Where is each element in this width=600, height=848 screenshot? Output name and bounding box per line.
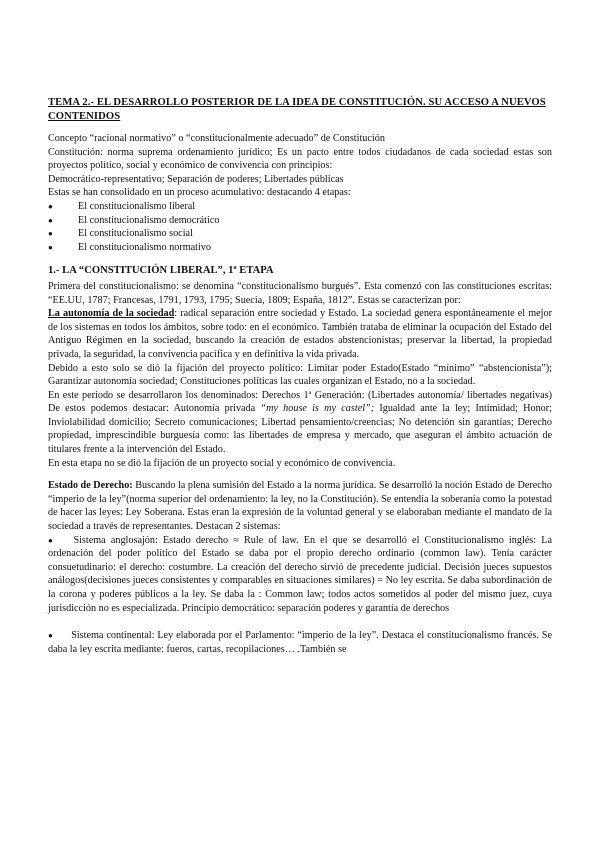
- stages-list: [48, 200, 552, 254]
- document-page: [48, 96, 552, 656]
- paragraph: Primera del constitucionalismo: se denomina “constitucionalismo burgués”. Esta comenzó con las constituciones escritas: “EE.UU, 1787; Francesas, 1791, 1793, 1795; Suecia, 1809; España, 1812”. Estas se caracterizan por:: [48, 280, 552, 306]
- intro-line-1: Concepto “racional normativo” o “constitucionalmente adecuado” de Constitución: [48, 133, 385, 144]
- paragraph-text: Buscando la plena sumisión del Estado a la norma jurídica. Se desarrolló la noción Estado de Derecho “imperio de la ley”(norma superior del ordenamiento: la ley, no la Constitución). Se entendía la soberanía como la potestad de hacer las leyes: Ley Soberana. Estas eran la expresión de la voluntad general y se elaboraban mediante el mandato de la sociedad a través de representantes. Destacan 2 sistemas:: [48, 480, 552, 533]
- term-label: Estado de Derecho:: [48, 480, 133, 492]
- paragraph: [48, 307, 552, 361]
- paragraph-text: Sistema continental: Ley elaborada por el Parlamento: “imperio de la ley”. Destaca el constitucionalismo francés. Se daba la ley escrita mediante: fueros, cartas, recopilaciones… .También se: [48, 630, 552, 655]
- section-heading: 1.- LA “CONSTITUCIÓN LIBERAL”, 1ª ETAPA: [48, 265, 274, 277]
- paragraph: Debido a esto solo se dió la fijación del proyecto político: Limitar poder Estado(Estado “mínimo” “abstencionista”); Garantizar autonomía sociedad; Constituciones políticas las cuales organizan el Estado, no a la sociedad.: [48, 362, 552, 388]
- paragraph: En esta etapa no se dió la fijación de un proyecto social y económico de convivencia.: [48, 457, 396, 469]
- paragraph-text: : radical separación entre sociedad y Estado. La sociedad genera espontáneamente el mejor de los sistemas en todos los ámbitos, sobre todo: en el económico. También trataba de eliminar la ocupación del Estado del Antiguo Régimen en la sociedad, buscando la creación de estados abstencionistas; preservar la libertad, la propiedad privada, la seguridad, la convivencia pacífica y en definitiva la vida privada.: [48, 308, 552, 360]
- paragraph: [48, 389, 552, 457]
- paragraph: [48, 534, 552, 616]
- quote-text: “my house is my castel”;: [260, 403, 375, 415]
- term-label: La autonomía de la sociedad: [48, 308, 175, 320]
- bullet-icon: ●: [48, 631, 54, 641]
- paragraph-text: Igualdad ante la ley; Intimidad; Honor; Inviolabilidad domicilio; Secreto comunicaciones; Libertad pensamiento/creencias; No detención sin garantías; Derecho propiedad, imprescindible burguesía como: las libertades de empresa y mercado, que aseguran el ámbito actuación de titulares frente a la intervención del Estado.: [48, 403, 552, 456]
- intro-line-4: Estas se han consolidado en un proceso acumulativo: destacando 4 etapas:: [48, 187, 351, 199]
- list-item: ● El constitucionalismo normativo: [48, 241, 552, 255]
- bullet-icon: ●: [48, 535, 56, 545]
- intro-line-2: Constitución: norma suprema ordenamiento jurídico; Es un pacto entre todos ciudadanos de cada sociedad estas son proyectos político, social y económico de convivencia con principios:: [48, 146, 552, 172]
- list-item: ● El constitucionalismo liberal: [48, 200, 552, 214]
- document-title: TEMA 2.- EL DESARROLLO POSTERIOR DE LA IDEA DE CONSTITUCIÓN. SU ACCESO A NUEVOS CONTENIDOS: [48, 97, 546, 122]
- intro-line-3: Democrático-representativo; Separación de poderes; Libertades públicas: [48, 173, 344, 185]
- paragraph-text: En este periodo se desarrollaron los denominados: Derechos 1ª Generación: (Libertades autonomía/ libertades negativas) De estos podemos destacar: Autonomía privada: [48, 389, 552, 415]
- list-item: ● El constitucionalismo democrático: [48, 214, 552, 228]
- paragraph: [48, 629, 552, 656]
- list-item: ● El constitucionalismo social: [48, 227, 552, 241]
- paragraph-text: Sistema anglosajón: Estado derecho ≈ Rule of law. En el que se desarrolló el Constitucionalismo inglés: La ordenación del poder político del Estado se daba por el propio derecho ordinario (common law). Tenía carácter consuetudinario: el derecho: costumbre. La creación del derecho sirvió de precedente judicial. Decisión jueces supuestos análogos(decisiones jueces consistentes y comparables en situaciones similares) = No ley escrita. Se daba subordinación de la corona y poderes públicos a la ley. Se daba la : Common law; todos actos sometidos al poder del mismo juez, cuya jurisdicción no es especializada. Principio democrático: separación poderes y garantía de derechos: [48, 534, 552, 614]
- paragraph: [48, 479, 552, 533]
